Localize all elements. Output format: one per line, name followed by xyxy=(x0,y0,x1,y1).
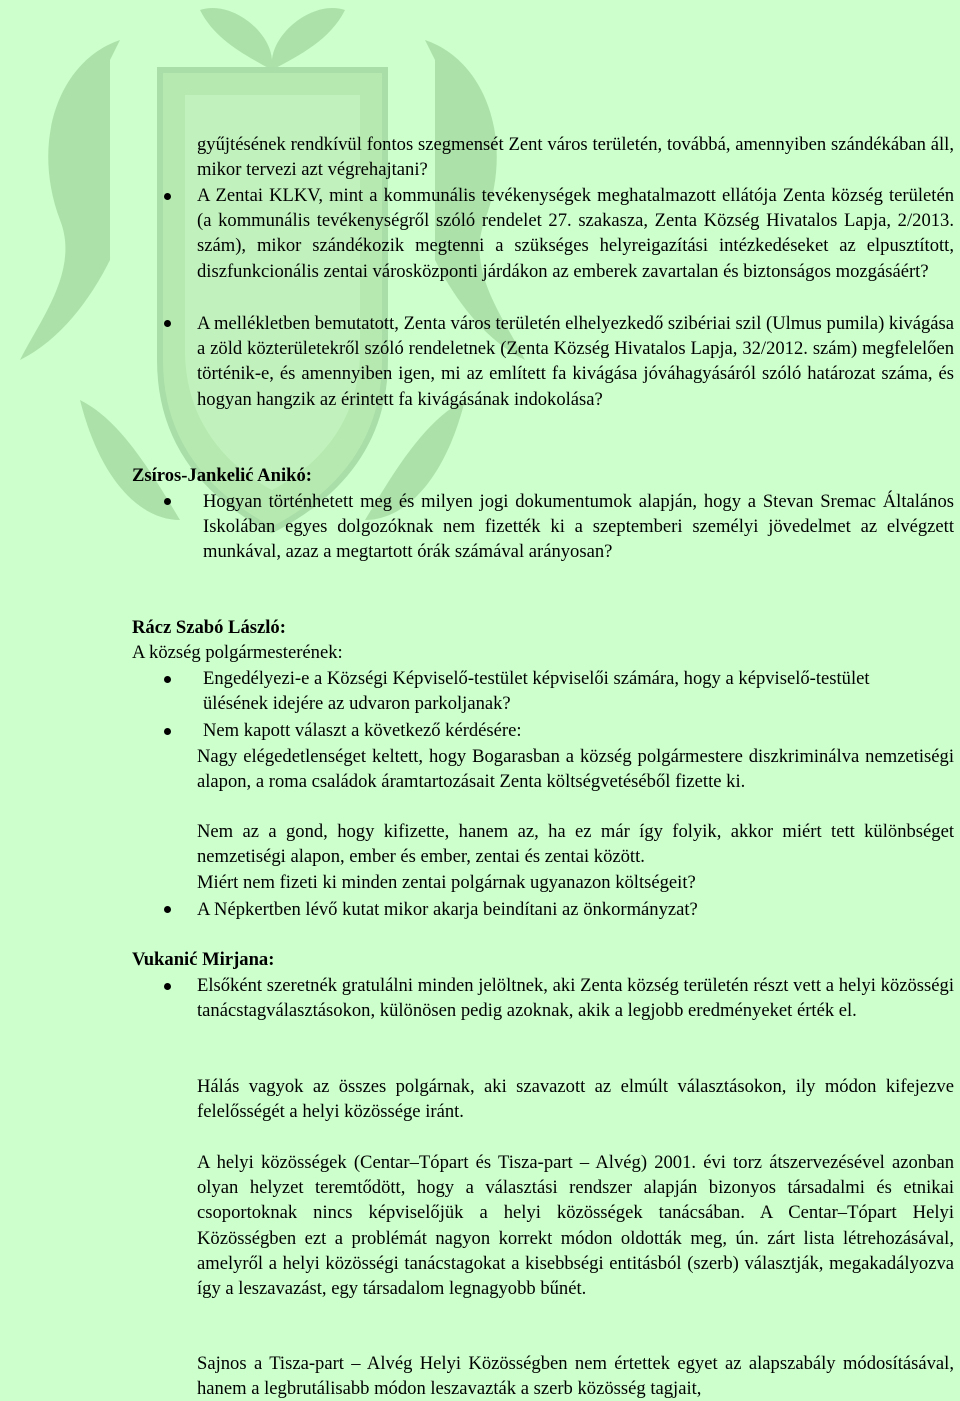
question-paragraph: Nagy elégedetlenséget keltett, hogy Bogarasban a község polgármestere diszkriminálva nemzetiségi alapon, a roma családok áramtartozásait Zenta költségvetéséből fizette ki. xyxy=(197,746,954,793)
list-item: A mellékletben bemutatott, Zenta város területén elhelyezkedő szibériai szil (Ulmus pumila) kivágása a zöld közterületekről szóló rendeletnek (Zenta Község Hivatalos Lapja, 32/2012. szám) megfelelően történik-e, és amennyiben igen, mi az említett fa kivágása jóváhagyásáról szóló határozat száma, és hogyan hangzik az érintett fa kivágásának indokolása? xyxy=(197,313,954,410)
speaker-heading: Zsíros-Jankelić Anikó: xyxy=(132,465,312,486)
speaker-heading: Vukanić Mirjana: xyxy=(132,949,275,970)
question-paragraph: Miért nem fizeti ki minden zentai polgárnak ugyanazon költségeit? xyxy=(197,872,696,893)
continuation-paragraph: gyűjtésének rendkívül fontos szegmensét Zent város területén, továbbá, amennyiben szándékában áll, mikor tervezi azt végrehajtani? xyxy=(197,134,954,181)
list-item-title: Nem kapott választ a következő kérdésére: xyxy=(203,720,522,741)
list-item: A Zentai KLKV, mint a kommunális tevékenységek meghatalmazott ellátója Zenta község területén (a kommunális tevékenységről szóló rendelet 27. szakasza, Zenta Község Hivatalos Lapja, 2/2013. szám), mikor szándékozik megtenni a szükséges helyreigazítási intézkedéseket az elpusztított, diszfunkcionális zentai városközponti járdákon az emberek zavartalan és biztonságos mozgásáért? xyxy=(197,185,954,282)
body-paragraph: A helyi közösségek (Centar–Tópart és Tisza-part – Alvég) 2001. évi torz átszervezésével azonban olyan helyzet teremtődött, hogy a választási rendszer alapján bizonyos társadalmi és etnikai csoportoknak nincs képviselőjük a helyi közösségek tanácsában. A Centar–Tópart Helyi Közösségben ezt a problémát nagyon korrekt módon oldották meg, ún. zárt lista létrehozásával, amelyről a helyi közösségi tanácstagokat a kisebbségi entitásból (szerb) választják, megakadályozva így a leszavazást, egy társadalom legnagyobb bűnét. xyxy=(197,1152,954,1300)
list-item: Elsőként szeretnék gratulálni minden jelöltnek, aki Zenta község területén részt vett a helyi közösségi tanácstagválasztásokon, különösen pedig azoknak, akik a legjobb eredményeket érték el. xyxy=(197,975,954,1022)
bullet-icon xyxy=(164,193,171,200)
list-item: Hogyan történhetett meg és milyen jogi dokumentumok alapján, hogy a Stevan Sremac Általános Iskolában egyes dolgozóknak nem fizették ki a szeptemberi személyi jövedelmet az elvégzett munkával, azaz a megtartott órák számával arányosan? xyxy=(203,491,954,563)
bullet-icon xyxy=(164,676,171,683)
list-item: Engedélyezi-e a Községi Képviselő-testület képviselői számára, hogy a képviselő-testület ülésének idejére az udvaron parkoljanak? xyxy=(203,668,870,715)
body-paragraph: Sajnos a Tisza-part – Alvég Helyi Közösségben nem értettek egyet az alapszabály módosításával, hanem a legbrutálisabb módon leszavazták a szerb közösség tagjait, xyxy=(197,1353,954,1400)
bullet-icon xyxy=(164,498,171,505)
body-paragraph: Hálás vagyok az összes polgárnak, aki szavazott az elmúlt választásokon, ily módon kifejezve felelősségét a helyi közössége iránt. xyxy=(197,1076,954,1123)
speaker-heading: Rácz Szabó László: xyxy=(132,617,286,638)
bullet-icon xyxy=(164,728,171,735)
bullet-icon xyxy=(164,983,171,990)
bullet-icon xyxy=(164,906,171,913)
bullet-icon xyxy=(164,320,171,327)
question-paragraph: Nem az a gond, hogy kifizette, hanem az, ha ez már így folyik, akkor miért tett különbséget nemzetiségi alapon, ember és ember, zentai és zentai között. xyxy=(197,821,954,868)
addressee-line: A község polgármesterének: xyxy=(132,642,343,663)
list-item: A Népkertben lévő kutat mikor akarja beindítani az önkormányzat? xyxy=(197,899,698,920)
